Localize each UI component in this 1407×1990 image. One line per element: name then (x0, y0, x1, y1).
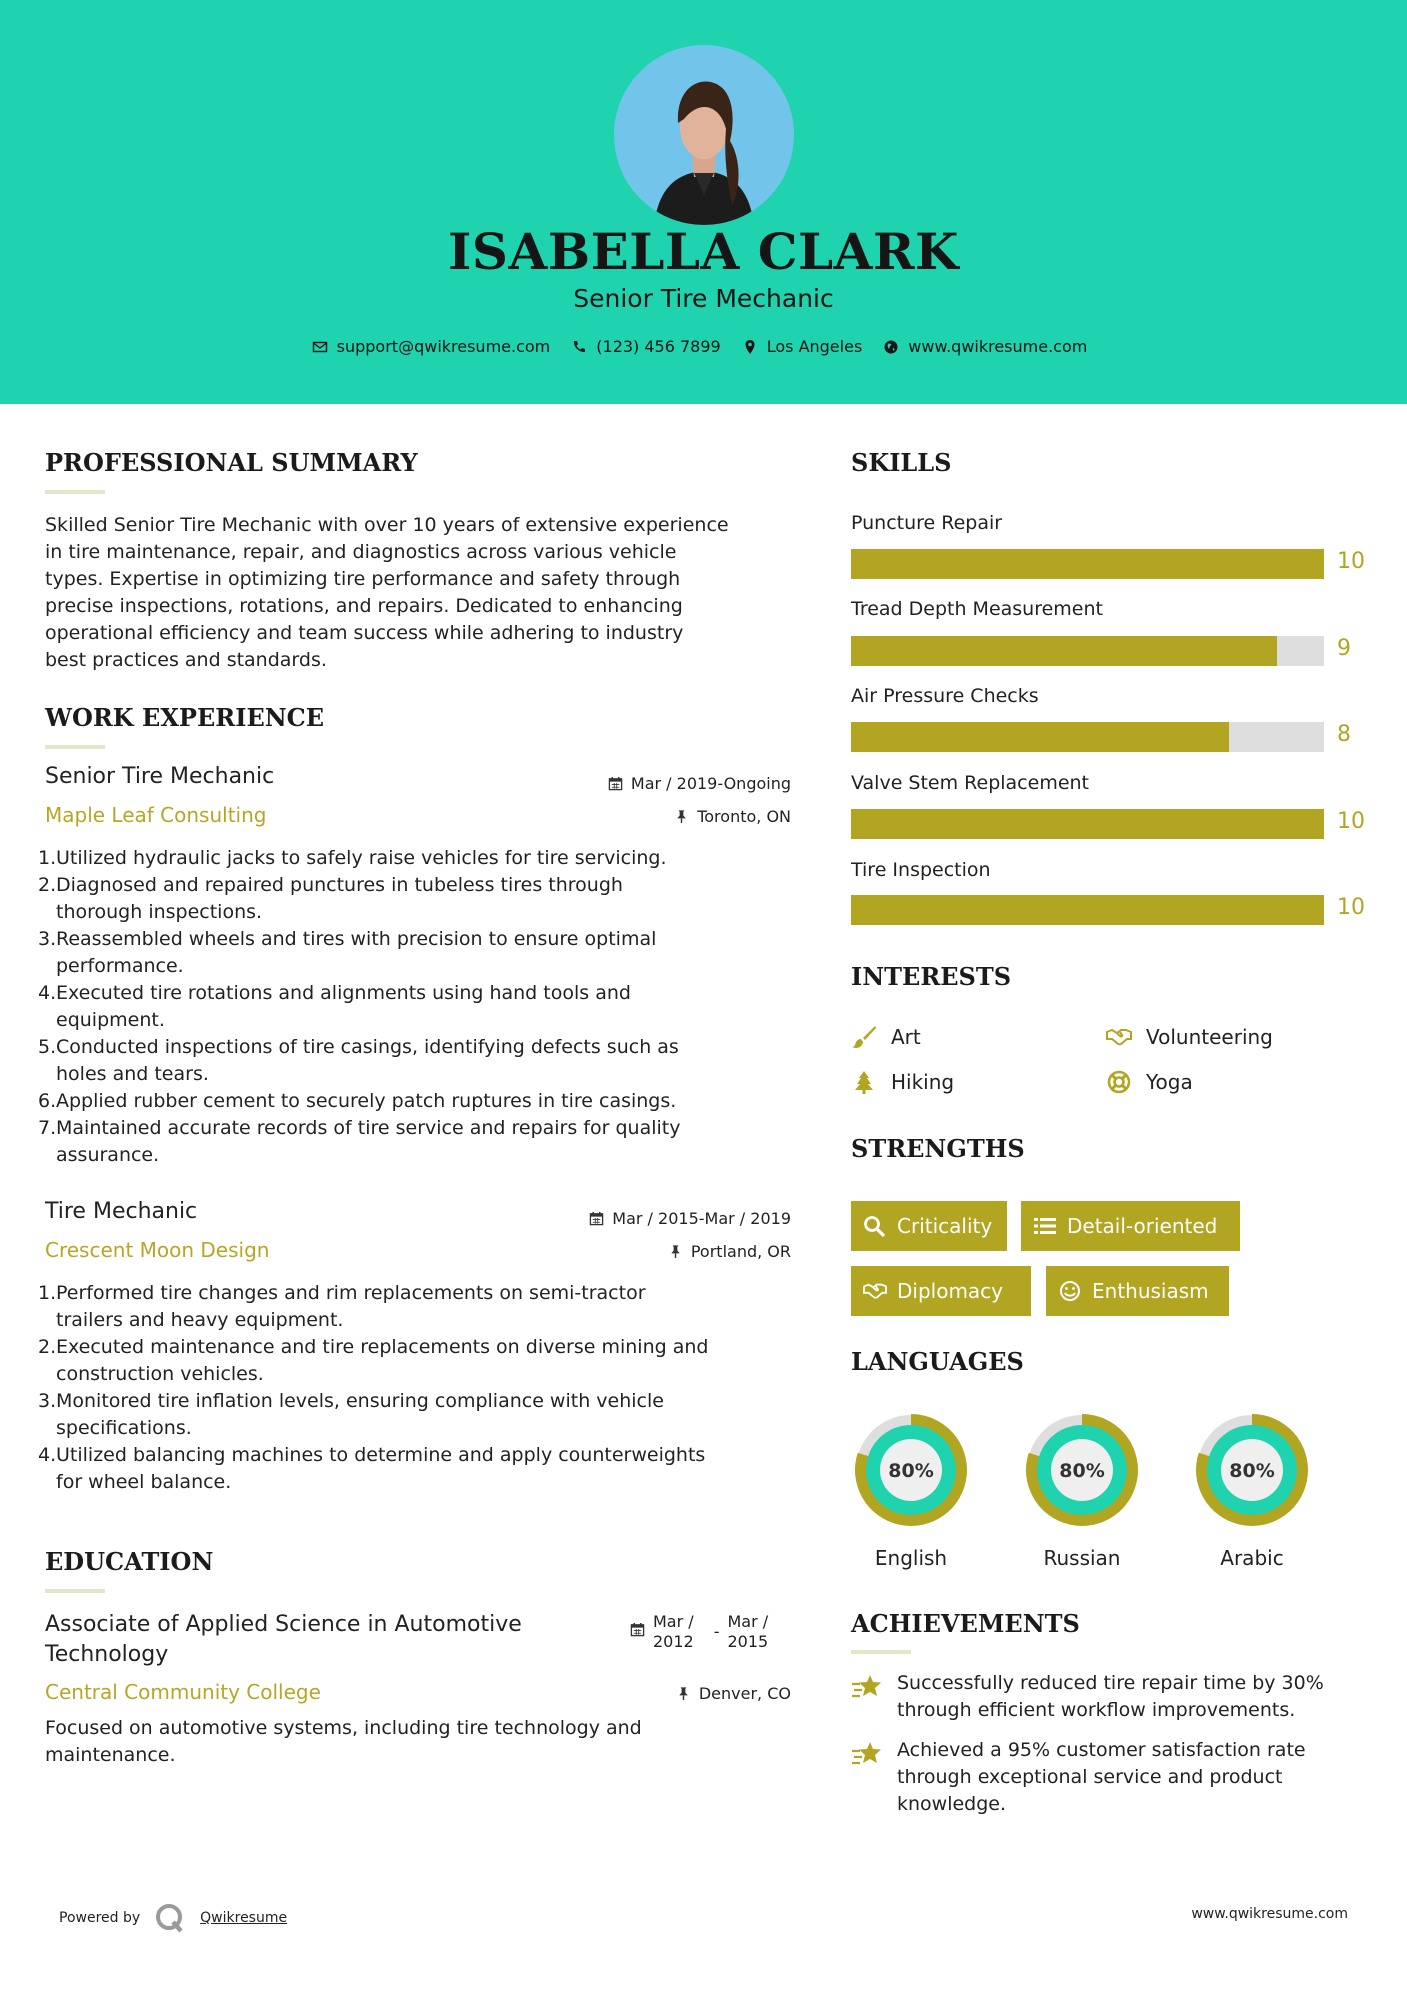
star-medal-icon (851, 1672, 883, 1702)
job-date: Mar / 2019-Ongoing (608, 774, 791, 793)
list-item: 1. Performed tire changes and rim replacements on semi-tractor trailers and heavy equipment. (38, 1282, 646, 1331)
skill-value: 10 (1337, 549, 1365, 574)
strength-tag: Detail-oriented (1021, 1201, 1240, 1251)
interest-item: Hiking (851, 1070, 954, 1094)
profile-photo (614, 45, 794, 225)
skill-name: Tire Inspection (851, 859, 991, 881)
skill-bar-fill (851, 895, 1324, 925)
heading-underline (45, 1589, 105, 1593)
contact-website[interactable]: www.qwikresume.com (883, 337, 1087, 356)
language-progress-ring (1020, 1408, 1144, 1532)
calendar-icon (608, 776, 623, 791)
education-date: Mar / 2012 - Mar / 2015 (630, 1612, 768, 1652)
language-item (849, 1408, 973, 1570)
list-icon (1033, 1215, 1057, 1237)
skill-bar-fill (851, 722, 1229, 752)
interest-item: Yoga (1106, 1070, 1193, 1094)
search-icon (863, 1215, 887, 1237)
calendar-icon (630, 1622, 645, 1637)
job-date: Mar / 2015-Mar / 2019 (589, 1209, 791, 1228)
list-item: 5. Conducted inspections of tire casings, identifying defects such as holes and tears. (38, 1036, 679, 1085)
summary-heading: PROFESSIONAL SUMMARY (45, 448, 418, 477)
achievement-item: Successfully reduced tire repair time by 30% through efficient workflow improvements. (851, 1670, 1371, 1724)
heading-underline (45, 490, 105, 494)
job-title: Tire Mechanic (45, 1199, 198, 1224)
skill-value: 8 (1337, 722, 1351, 747)
language-name: Russian (1043, 1546, 1121, 1570)
job-duties (38, 1280, 808, 1496)
skill-name: Puncture Repair (851, 512, 1003, 534)
languages-heading: LANGUAGES (851, 1347, 1024, 1376)
phone-icon (571, 339, 587, 355)
heading-underline (851, 1650, 911, 1654)
language-progress-ring (1190, 1408, 1314, 1532)
achievements-heading: ACHIEVEMENTS (851, 1609, 1080, 1638)
pushpin-icon (668, 1244, 683, 1259)
summary-text: Skilled Senior Tire Mechanic with over 10 years of extensive experience in tire maintenance, repair, and diagnostics across various vehicle types. Expertise in optimizing tire performance and safety through precise inspections, rotations, and repairs. Dedicated to enhancing operational efficiency and team success while adhering to industry best practices and standards. (45, 514, 729, 671)
language-item (1020, 1408, 1144, 1570)
envelope-icon (312, 339, 328, 355)
list-item: 7. Maintained accurate records of tire service and repairs for quality assurance. (38, 1117, 681, 1166)
footer-branding: Powered by Qwikresume (59, 1903, 287, 1933)
skill-bar (851, 895, 1324, 925)
paintbrush-icon (851, 1025, 877, 1049)
skill-bar-fill (851, 636, 1277, 666)
skill-bar (851, 636, 1324, 666)
map-pin-icon (742, 339, 758, 355)
skill-name: Valve Stem Replacement (851, 772, 1090, 794)
skills-heading: SKILLS (851, 448, 952, 477)
job-company: Maple Leaf Consulting (45, 803, 267, 827)
contact-phone[interactable]: (123) 456 7899 (571, 337, 720, 356)
pushpin-icon (676, 1686, 691, 1701)
job-location: Portland, OR (668, 1242, 791, 1261)
list-item: 1. Utilized hydraulic jacks to safely raise vehicles for tire servicing. (38, 847, 667, 869)
job-duties (38, 845, 808, 1169)
education-description: Focused on automotive systems, including tire technology and maintenance. (45, 1717, 642, 1766)
school-name: Central Community College (45, 1680, 321, 1704)
brand-link[interactable]: Qwikresume (200, 1910, 288, 1926)
strength-tag: Enthusiasm (1046, 1266, 1229, 1316)
interest-item: Volunteering (1106, 1025, 1273, 1049)
contact-bar (0, 337, 1407, 356)
degree-title: Associate of Applied Science in Automotive Technology (45, 1612, 522, 1667)
qwikresume-logo-icon (154, 1903, 186, 1933)
job-title: Senior Tire Mechanic (45, 764, 275, 789)
education-location: Denver, CO (676, 1684, 791, 1703)
list-item: 4. Utilized balancing machines to determine and apply counterweights for wheel balance. (38, 1444, 706, 1493)
job-company: Crescent Moon Design (45, 1238, 270, 1262)
handshake-icon (1106, 1025, 1132, 1049)
list-item: 3. Monitored tire inflation levels, ensuring compliance with vehicle specifications. (38, 1390, 664, 1439)
person-icon (614, 45, 794, 225)
list-item: 2. Diagnosed and repaired punctures in tubeless tires through thorough inspections. (38, 874, 623, 923)
contact-location: Los Angeles (742, 337, 863, 356)
language-item (1190, 1408, 1314, 1570)
skill-name: Air Pressure Checks (851, 685, 1039, 707)
strength-tag: Diplomacy (851, 1266, 1031, 1316)
skill-bar (851, 722, 1324, 752)
language-percent: 80% (888, 1460, 934, 1482)
list-item: 4. Executed tire rotations and alignments using hand tools and equipment. (38, 982, 631, 1031)
candidate-title: Senior Tire Mechanic (573, 284, 834, 313)
skill-bar-fill (851, 549, 1324, 579)
heading-underline (45, 745, 105, 749)
language-name: English (874, 1546, 948, 1570)
candidate-name: ISABELLA CLARK (448, 222, 959, 281)
globe-icon (883, 339, 899, 355)
interest-item: Art (851, 1025, 921, 1049)
skill-bar (851, 549, 1324, 579)
achievement-item: Achieved a 95% customer satisfaction rate through exceptional service and product knowledge. (851, 1737, 1371, 1818)
skill-bar-fill (851, 809, 1324, 839)
footer-site-link[interactable]: www.qwikresume.com (1191, 1906, 1348, 1922)
job-location: Toronto, ON (674, 807, 791, 826)
skill-value: 10 (1337, 809, 1365, 834)
language-name: Arabic (1220, 1546, 1284, 1570)
interests-heading: INTERESTS (851, 962, 1012, 991)
education-heading: EDUCATION (45, 1547, 214, 1576)
strengths-heading: STRENGTHS (851, 1134, 1025, 1163)
skill-value: 9 (1337, 636, 1351, 661)
lifering-icon (1106, 1070, 1132, 1094)
resume-header (0, 0, 1407, 404)
list-item: 6. Applied rubber cement to securely patch ruptures in tire casings. (38, 1090, 677, 1112)
smile-icon (1058, 1280, 1082, 1302)
tree-icon (851, 1070, 877, 1094)
pushpin-icon (674, 809, 689, 824)
list-item: 2. Executed maintenance and tire replacements on diverse mining and construction vehicles. (38, 1336, 709, 1385)
skill-value: 10 (1337, 895, 1365, 920)
language-percent: 80% (1059, 1460, 1105, 1482)
strength-tag: Criticality (851, 1201, 1007, 1251)
handshake-icon (863, 1280, 887, 1302)
list-item: 3. Reassembled wheels and tires with precision to ensure optimal performance. (38, 928, 657, 977)
star-medal-icon (851, 1739, 883, 1769)
skill-bar (851, 809, 1324, 839)
experience-heading: WORK EXPERIENCE (45, 703, 325, 732)
language-percent: 80% (1229, 1460, 1275, 1482)
contact-email[interactable]: support@qwikresume.com (312, 337, 551, 356)
skill-name: Tread Depth Measurement (851, 598, 1103, 620)
calendar-icon (589, 1211, 604, 1226)
language-progress-ring (849, 1408, 973, 1532)
